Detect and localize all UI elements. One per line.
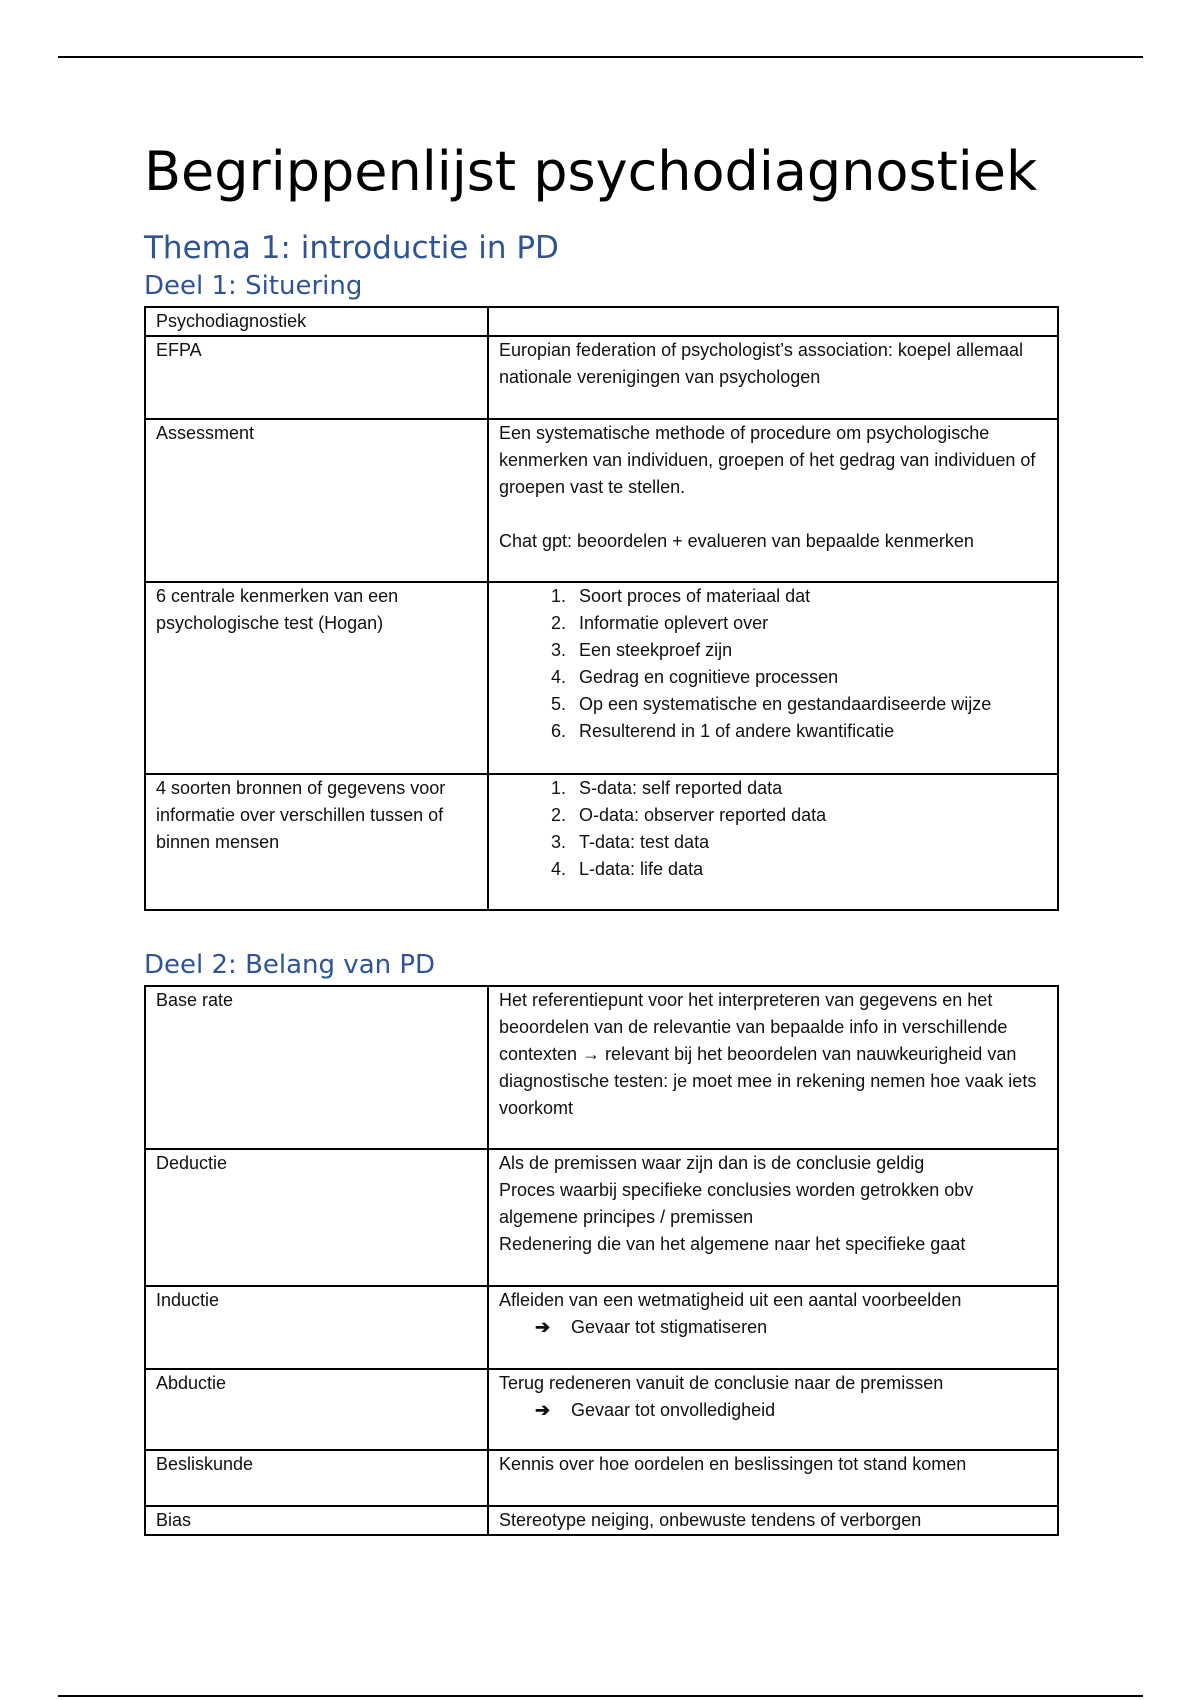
table-row <box>145 774 1058 910</box>
arrow-right-icon: ➔ <box>535 1400 551 1420</box>
arrow-list <box>499 1314 1047 1341</box>
page-title: Begrippenlijst psychodiagnostiek <box>144 140 1038 203</box>
table-row <box>145 1506 1058 1535</box>
definition-text: Een systematische methode of procedure om psychologische kenmerken van individuen, groepen of het gedrag van individuen of groepen vast te stellen. <box>499 423 1036 497</box>
arrow-right-icon: ➔ <box>535 1317 551 1337</box>
list-item: 4. Gedrag en cognitieve processen <box>571 664 1047 691</box>
table-row <box>145 582 1058 774</box>
definition-text: Het referentiepunt voor het interpreteren van gegevens en het beoordelen van de relevantie van bepaalde info in verschillende contexten → relevant bij het beoordelen van nauwkeurigheid van diagnostische testen: je moet mee in rekening nemen hoe vaak iets voorkomt <box>499 990 1037 1118</box>
table-row <box>145 1149 1058 1286</box>
table-row <box>145 1369 1058 1450</box>
definition-cell <box>488 1149 1058 1286</box>
table-row <box>145 986 1058 1149</box>
theme-heading: Thema 1: introductie in PD <box>144 230 559 266</box>
table-row <box>145 1286 1058 1369</box>
term-cell: 6 centrale kenmerken van een psychologische test (Hogan) <box>145 582 488 774</box>
definition-text: Kennis over hoe oordelen en beslissingen tot stand komen <box>499 1454 967 1474</box>
part2-heading: Deel 2: Belang van PD <box>144 950 436 980</box>
list-item: 2. Informatie oplevert over <box>571 610 1047 637</box>
definition-cell <box>488 1506 1058 1535</box>
list-item: 3. T-data: test data <box>571 829 1047 856</box>
term-cell: Bias <box>145 1506 488 1535</box>
term-cell: Base rate <box>145 986 488 1149</box>
page-bottom-rule <box>58 1695 1143 1697</box>
term-cell: EFPA <box>145 336 488 419</box>
term-cell: Inductie <box>145 1286 488 1369</box>
term-cell: Assessment <box>145 419 488 582</box>
arrow-list <box>499 1397 1047 1424</box>
definition-cell <box>488 1286 1058 1369</box>
definition-text: Afleiden van een wetmatigheid uit een aantal voorbeelden <box>499 1290 962 1310</box>
term-cell: Besliskunde <box>145 1450 488 1506</box>
list-item: 5. Op een systematische en gestandaardiseerde wijze <box>571 691 1047 718</box>
term-cell: Abductie <box>145 1369 488 1450</box>
term-cell: 4 soorten bronnen of gegevens voor informatie over verschillen tussen of binnen mensen <box>145 774 488 910</box>
numbered-list <box>499 775 1047 883</box>
definition-cell <box>488 1450 1058 1506</box>
list-item: 6. Resulterend in 1 of andere kwantificatie <box>571 718 1047 745</box>
definition-cell <box>488 774 1058 910</box>
list-item: 1. S-data: self reported data <box>571 775 1047 802</box>
document-body <box>144 140 1057 1536</box>
numbered-list <box>499 583 1047 745</box>
table-row <box>145 1450 1058 1506</box>
term-cell: Psychodiagnostiek <box>145 307 488 336</box>
list-item: 3. Een steekproef zijn <box>571 637 1047 664</box>
definition-spacer <box>499 501 1047 528</box>
definition-cell <box>488 582 1058 774</box>
part1-table <box>144 306 1059 911</box>
definition-text: Redenering die van het algemene naar het specifieke gaat <box>499 1234 966 1254</box>
term-cell: Deductie <box>145 1149 488 1286</box>
definition-cell <box>488 1369 1058 1450</box>
part1-heading: Deel 1: Situering <box>144 271 363 301</box>
list-item <box>535 1397 1047 1424</box>
definition-cell <box>488 336 1058 419</box>
list-item: 4. L-data: life data <box>571 856 1047 883</box>
list-item: 1. Soort proces of materiaal dat <box>571 583 1047 610</box>
definition-text: Chat gpt: beoordelen + evalueren van bepaalde kenmerken <box>499 531 974 551</box>
definition-text: Terug redeneren vanuit de conclusie naar de premissen <box>499 1373 944 1393</box>
list-item: 2. O-data: observer reported data <box>571 802 1047 829</box>
table-row <box>145 307 1058 336</box>
list-item-text: Gevaar tot onvolledigheid <box>571 1400 776 1420</box>
page-top-rule <box>58 56 1143 58</box>
table-row <box>145 419 1058 582</box>
list-item <box>535 1314 1047 1341</box>
table-row <box>145 336 1058 419</box>
definition-text: Stereotype neiging, onbewuste tendens of verborgen <box>499 1510 922 1530</box>
list-item-text: Gevaar tot stigmatiseren <box>571 1317 768 1337</box>
definition-text: Als de premissen waar zijn dan is de conclusie geldig <box>499 1153 925 1173</box>
part2-table <box>144 985 1059 1536</box>
definition-cell <box>488 986 1058 1149</box>
definition-text: Proces waarbij specifieke conclusies worden getrokken obv algemene principes / premissen <box>499 1180 974 1227</box>
definition-text: Europian federation of psychologist’s association: koepel allemaal nationale verenigingen van psychologen <box>499 340 1023 387</box>
definition-cell <box>488 419 1058 582</box>
definition-cell <box>488 307 1058 336</box>
